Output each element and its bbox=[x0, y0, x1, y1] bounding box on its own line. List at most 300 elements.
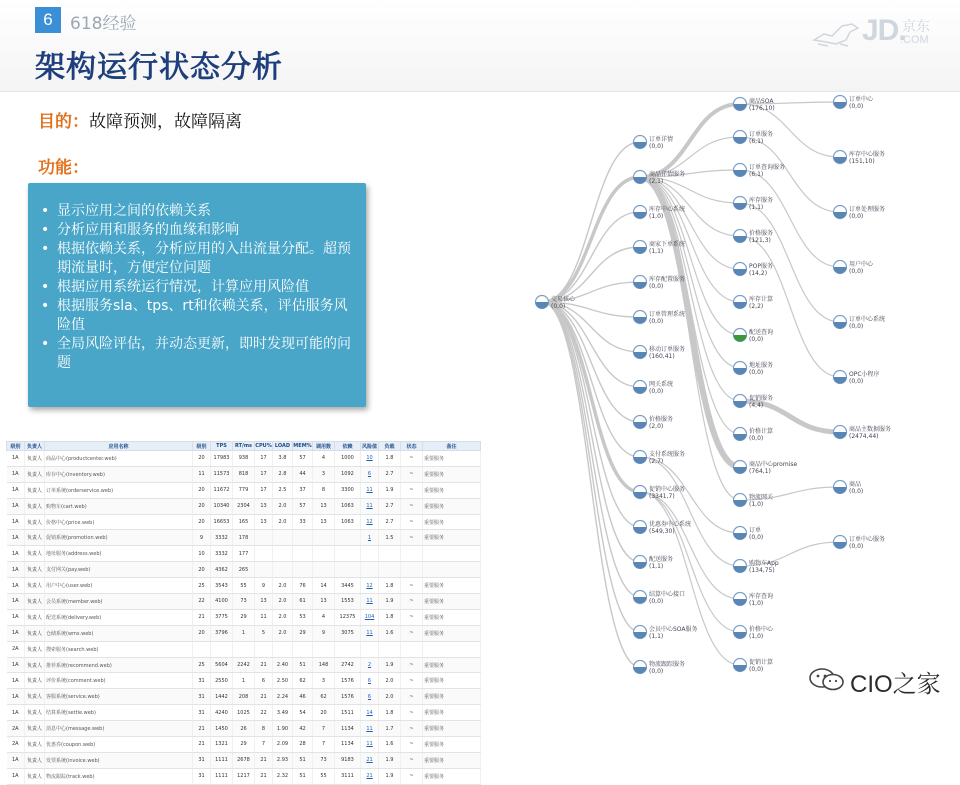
tree-node-fill bbox=[834, 542, 847, 549]
table-cell: 2.0 bbox=[379, 689, 401, 705]
table-cell: 31 bbox=[193, 673, 211, 689]
table-cell: 1A bbox=[7, 768, 25, 784]
tree-node-label: 网关系统 bbox=[649, 381, 674, 388]
table-cell: ~ bbox=[401, 482, 423, 498]
tree-node-fill bbox=[834, 377, 847, 384]
table-cell: 5604 bbox=[211, 657, 233, 673]
table-cell: 4 bbox=[313, 451, 335, 467]
tree-node-fill bbox=[734, 401, 747, 408]
tree-node-value: (0,0) bbox=[749, 369, 764, 376]
table-cell bbox=[233, 641, 255, 657]
table-cell: ~ bbox=[401, 705, 423, 721]
table-cell: 938 bbox=[233, 451, 255, 467]
tree-node-label: 结算中心接口 bbox=[649, 591, 686, 598]
tree-node-fill bbox=[634, 142, 647, 149]
table-cell: 21 bbox=[361, 768, 379, 784]
slide-header bbox=[0, 0, 960, 92]
table-cell: 商品中心(productcenter.web) bbox=[45, 451, 193, 467]
tree-link bbox=[640, 457, 740, 566]
table-cell: 负责人 bbox=[25, 641, 45, 657]
table-cell: 29 bbox=[293, 625, 313, 641]
table-cell: 支付网关(pay.web) bbox=[45, 562, 193, 578]
table-cell: 33 bbox=[293, 514, 313, 530]
tree-node-root[interactable] bbox=[536, 295, 577, 310]
table-cell: 重要服务 bbox=[423, 752, 481, 768]
table-cell: 9 bbox=[255, 578, 273, 594]
table-cell: 仓储系统(wms.web) bbox=[45, 625, 193, 641]
tree-node-value: (1,1) bbox=[649, 563, 664, 570]
table-cell bbox=[293, 562, 313, 578]
tree-node-label: 购物车App bbox=[749, 560, 779, 567]
table-cell: 负责人 bbox=[25, 482, 45, 498]
risk-table-body bbox=[7, 451, 481, 785]
table-cell: 2.0 bbox=[273, 594, 293, 610]
table-row[interactable] bbox=[7, 657, 481, 673]
tree-node-l1[interactable] bbox=[634, 275, 686, 290]
table-cell bbox=[335, 562, 361, 578]
table-cell: 1A bbox=[7, 514, 25, 530]
table-cell: 1511 bbox=[335, 705, 361, 721]
table-cell: 51 bbox=[293, 752, 313, 768]
table-cell: 3775 bbox=[211, 609, 233, 625]
tree-node-fill bbox=[634, 212, 647, 219]
tree-node-value: (6,1) bbox=[749, 171, 764, 178]
table-row[interactable] bbox=[7, 578, 481, 594]
table-cell: 促销系统(promotion.web) bbox=[45, 530, 193, 546]
table-cell: 1.6 bbox=[379, 625, 401, 641]
tree-node-l3[interactable] bbox=[834, 205, 886, 220]
tree-node-l3[interactable] bbox=[834, 150, 886, 165]
table-cell: 2.32 bbox=[273, 768, 293, 784]
table-cell: 1321 bbox=[211, 737, 233, 753]
tree-node-value: (0,0) bbox=[849, 488, 864, 495]
tree-node-fill bbox=[734, 599, 747, 606]
table-cell: 55 bbox=[313, 768, 335, 784]
table-cell: 1A bbox=[7, 546, 25, 562]
table-row[interactable] bbox=[7, 466, 481, 482]
tree-node-value: (0,0) bbox=[649, 318, 664, 325]
tree-node-value: (6,1) bbox=[749, 138, 764, 145]
table-cell: 1.8 bbox=[379, 451, 401, 467]
table-cell: 25 bbox=[193, 657, 211, 673]
table-cell: 2242 bbox=[233, 657, 255, 673]
table-cell: 11 bbox=[361, 625, 379, 641]
table-cell: 重要服务 bbox=[423, 451, 481, 467]
table-row[interactable] bbox=[7, 721, 481, 737]
table-cell: 13 bbox=[313, 514, 335, 530]
table-row[interactable] bbox=[7, 705, 481, 721]
table-cell bbox=[401, 546, 423, 562]
tree-node-l2[interactable] bbox=[734, 526, 764, 541]
table-cell: 17983 bbox=[211, 451, 233, 467]
table-row[interactable] bbox=[7, 737, 481, 753]
table-cell: 1A bbox=[7, 673, 25, 689]
table-cell bbox=[423, 562, 481, 578]
function-list bbox=[38, 202, 352, 373]
table-row[interactable] bbox=[7, 530, 481, 546]
tree-node-value: (160,41) bbox=[649, 353, 675, 360]
table-cell: 21 bbox=[255, 752, 273, 768]
table-cell: 10340 bbox=[211, 498, 233, 514]
table-cell: 104 bbox=[361, 609, 379, 625]
table-cell bbox=[293, 546, 313, 562]
table-cell: 11 bbox=[193, 466, 211, 482]
table-cell: ~ bbox=[401, 530, 423, 546]
table-cell: 推荐系统(recommend.web) bbox=[45, 657, 193, 673]
table-cell: 1576 bbox=[335, 689, 361, 705]
table-cell: 1 bbox=[233, 625, 255, 641]
table-cell: 负责人 bbox=[25, 673, 45, 689]
tree-node-label: 订单详情 bbox=[649, 136, 674, 143]
tree-node-fill bbox=[634, 492, 647, 499]
risk-table-header-cell: 负责人 bbox=[25, 442, 45, 451]
tree-node-label: 价格中心 bbox=[749, 626, 774, 633]
table-cell: 148 bbox=[313, 657, 335, 673]
table-cell bbox=[293, 641, 313, 657]
table-cell: 8 bbox=[255, 721, 273, 737]
table-cell: 负责人 bbox=[25, 721, 45, 737]
risk-table-header-cell: 应用名称 bbox=[45, 442, 193, 451]
tree-node-fill bbox=[834, 212, 847, 219]
tree-node-label: OPC小程序 bbox=[849, 371, 880, 378]
table-cell: 重要服务 bbox=[423, 482, 481, 498]
table-row[interactable] bbox=[7, 609, 481, 625]
tree-node-l3[interactable] bbox=[834, 370, 880, 385]
tree-node-l3[interactable] bbox=[834, 480, 864, 495]
tree-node-l1[interactable] bbox=[634, 520, 692, 535]
table-cell: 62 bbox=[293, 673, 313, 689]
table-cell: 负责人 bbox=[25, 594, 45, 610]
table-cell: 2.40 bbox=[273, 657, 293, 673]
table-cell bbox=[361, 562, 379, 578]
table-row[interactable] bbox=[7, 768, 481, 784]
table-cell bbox=[313, 641, 335, 657]
table-cell: 2.7 bbox=[379, 466, 401, 482]
tree-node-l1[interactable] bbox=[634, 625, 698, 640]
table-cell: 重要服务 bbox=[423, 768, 481, 784]
table-cell: 1000 bbox=[335, 451, 361, 467]
jd-dog-icon bbox=[812, 20, 860, 48]
table-cell: 2678 bbox=[233, 752, 255, 768]
table-cell: 负责人 bbox=[25, 689, 45, 705]
tree-node-fill bbox=[634, 527, 647, 534]
tree-node-fill bbox=[734, 566, 747, 573]
table-cell: 负责人 bbox=[25, 514, 45, 530]
tree-node-value: (2474,44) bbox=[849, 433, 879, 440]
table-cell: 6 bbox=[361, 673, 379, 689]
table-cell: 3332 bbox=[211, 546, 233, 562]
table-cell: 10 bbox=[193, 546, 211, 562]
table-cell: 14 bbox=[313, 578, 335, 594]
tree-node-l3[interactable] bbox=[834, 535, 886, 550]
tree-node-label: 促销中心服务 bbox=[649, 486, 686, 493]
table-cell: 1A bbox=[7, 530, 25, 546]
risk-table-header-cell: 级别 bbox=[7, 442, 25, 451]
tree-node-value: (0,0) bbox=[749, 435, 764, 442]
table-cell: 1A bbox=[7, 498, 25, 514]
tree-node-value: (2,2) bbox=[749, 303, 764, 310]
table-cell: 1A bbox=[7, 562, 25, 578]
table-cell: 负责人 bbox=[25, 737, 45, 753]
table-cell bbox=[379, 546, 401, 562]
risk-table-header-cell: 风险值 bbox=[361, 443, 377, 450]
tree-node-label: 物流网关 bbox=[749, 494, 774, 501]
table-row[interactable] bbox=[7, 641, 481, 657]
table-cell: 1.5 bbox=[379, 530, 401, 546]
tree-node-label: 移动订单服务 bbox=[649, 346, 686, 353]
tree-node-label: 商家下单系统 bbox=[649, 241, 686, 248]
tree-node-l2[interactable] bbox=[734, 592, 774, 607]
tree-node-value: (0,0) bbox=[849, 323, 864, 330]
table-cell: 2.0 bbox=[273, 625, 293, 641]
tree-node-value: (134,75) bbox=[749, 567, 775, 574]
tree-node-label: 商品中心promise bbox=[749, 461, 798, 468]
tree-node-l1[interactable] bbox=[634, 555, 674, 570]
table-row[interactable] bbox=[7, 689, 481, 705]
table-cell: ~ bbox=[401, 625, 423, 641]
table-cell: 3543 bbox=[211, 578, 233, 594]
tree-node-label: POP服务 bbox=[749, 263, 773, 270]
table-cell bbox=[379, 562, 401, 578]
tree-node-l2[interactable] bbox=[734, 262, 773, 277]
tree-node-fill bbox=[734, 236, 747, 243]
tree-node-label: 商品主数据服务 bbox=[849, 426, 892, 433]
tree-link bbox=[542, 302, 640, 562]
table-row[interactable] bbox=[7, 498, 481, 514]
table-cell: 1134 bbox=[335, 737, 361, 753]
tree-node-value: (0,0) bbox=[849, 213, 864, 220]
tree-node-label: 订单 bbox=[749, 527, 762, 534]
table-cell: 12 bbox=[361, 578, 379, 594]
table-cell: 1A bbox=[7, 657, 25, 673]
tree-node-l1[interactable] bbox=[634, 380, 674, 395]
table-cell: 1A bbox=[7, 609, 25, 625]
tree-node-l1[interactable] bbox=[634, 170, 686, 185]
table-row[interactable] bbox=[7, 546, 481, 562]
tree-node-l2[interactable] bbox=[734, 427, 774, 442]
table-cell: 51 bbox=[293, 768, 313, 784]
table-cell: 46 bbox=[293, 689, 313, 705]
table-cell: 11 bbox=[255, 609, 273, 625]
tree-node-l2[interactable] bbox=[734, 625, 775, 640]
tree-node-l3[interactable] bbox=[834, 260, 875, 275]
table-cell: ~ bbox=[401, 578, 423, 594]
tree-node-value: (2,7) bbox=[649, 458, 664, 465]
tree-node-l2[interactable] bbox=[734, 460, 798, 475]
table-cell: ~ bbox=[401, 657, 423, 673]
function-list-box bbox=[28, 183, 366, 407]
tree-node-fill bbox=[734, 368, 747, 375]
table-cell: 22 bbox=[255, 705, 273, 721]
tree-node-l2[interactable] bbox=[734, 196, 774, 211]
tree-node-value: (0,0) bbox=[849, 103, 864, 110]
table-cell: 1134 bbox=[335, 721, 361, 737]
tree-node-label: 促销计算 bbox=[749, 659, 774, 666]
table-cell: 负责人 bbox=[25, 530, 45, 546]
risk-table-header-cell: TPS bbox=[211, 442, 233, 451]
dependency-tree[interactable] bbox=[520, 92, 960, 720]
tree-node-l2[interactable] bbox=[734, 130, 774, 145]
tree-node-value: (0,0) bbox=[849, 543, 864, 550]
tree-node-l1[interactable] bbox=[634, 590, 686, 605]
tree-node-fill bbox=[734, 434, 747, 441]
table-cell: 76 bbox=[293, 578, 313, 594]
risk-table-header-cell: 依赖 bbox=[335, 442, 361, 451]
table-cell: 26 bbox=[233, 721, 255, 737]
table-cell: 负责人 bbox=[25, 578, 45, 594]
table-cell bbox=[273, 562, 293, 578]
table-cell: 价格中心(price.web) bbox=[45, 514, 193, 530]
risk-table bbox=[6, 441, 481, 785]
table-cell: 1A bbox=[7, 705, 25, 721]
table-cell: 地址服务(address.web) bbox=[45, 546, 193, 562]
tree-node-fill bbox=[734, 104, 747, 111]
table-cell: 2.7 bbox=[379, 498, 401, 514]
table-cell: 3445 bbox=[335, 578, 361, 594]
tree-node-l2[interactable] bbox=[734, 163, 786, 178]
tree-node-fill bbox=[734, 632, 747, 639]
tree-node-value: (0,0) bbox=[649, 668, 664, 675]
tree-node-l1[interactable] bbox=[634, 310, 686, 325]
table-cell: 1.6 bbox=[379, 737, 401, 753]
table-row[interactable] bbox=[7, 482, 481, 498]
table-row[interactable] bbox=[7, 562, 481, 578]
tree-node-label: 物流跟踪服务 bbox=[649, 661, 686, 668]
tree-node-label: 促销服务 bbox=[749, 395, 774, 402]
table-cell: 16653 bbox=[211, 514, 233, 530]
tree-node-label: 库存计算 bbox=[749, 296, 774, 303]
tree-node-label: 商品SOA bbox=[749, 98, 774, 105]
table-row[interactable] bbox=[7, 514, 481, 530]
table-cell: 12 bbox=[361, 514, 379, 530]
tree-node-l2[interactable] bbox=[734, 295, 774, 310]
function-item: • 全局风险评估，并动态更新，即时发现可能的问题 bbox=[38, 335, 352, 373]
tree-link bbox=[740, 170, 840, 267]
table-cell: 165 bbox=[233, 514, 255, 530]
tree-node-fill bbox=[634, 632, 647, 639]
table-cell: 21 bbox=[255, 689, 273, 705]
tree-node-value: (1,0) bbox=[649, 213, 664, 220]
table-cell: 11 bbox=[361, 594, 379, 610]
table-cell: 2.0 bbox=[273, 578, 293, 594]
table-cell: 1.8 bbox=[379, 705, 401, 721]
table-cell: 21 bbox=[361, 752, 379, 768]
tree-node-l1[interactable] bbox=[634, 415, 674, 430]
tree-node-l2[interactable] bbox=[734, 658, 774, 673]
tree-node-fill bbox=[734, 335, 747, 342]
tree-node-l3[interactable] bbox=[834, 95, 875, 110]
table-cell: 重要服务 bbox=[423, 514, 481, 530]
table-cell: 1.8 bbox=[379, 609, 401, 625]
tree-node-fill bbox=[734, 203, 747, 210]
table-cell: 4362 bbox=[211, 562, 233, 578]
table-cell: 2.8 bbox=[273, 466, 293, 482]
table-cell: 1A bbox=[7, 625, 25, 641]
table-row[interactable] bbox=[7, 451, 481, 467]
table-cell: 1A bbox=[7, 752, 25, 768]
tree-node-l1[interactable] bbox=[634, 485, 686, 500]
tree-node-value: (0,0) bbox=[649, 283, 664, 290]
tree-node-value: (2,1) bbox=[649, 178, 664, 185]
table-cell: 17 bbox=[255, 466, 273, 482]
table-cell: 会员系统(member.web) bbox=[45, 594, 193, 610]
tree-node-l2[interactable] bbox=[734, 328, 774, 343]
tree-node-l3[interactable] bbox=[834, 425, 892, 440]
tree-node-l1[interactable] bbox=[634, 660, 686, 675]
tree-node-label: 价格计算 bbox=[749, 428, 774, 435]
table-cell: 29 bbox=[233, 609, 255, 625]
tree-node-label: 商品 bbox=[849, 481, 862, 488]
table-cell: 61 bbox=[293, 594, 313, 610]
table-cell: 55 bbox=[233, 578, 255, 594]
table-cell: 6 bbox=[361, 689, 379, 705]
table-cell: 21 bbox=[193, 721, 211, 737]
table-cell: 13 bbox=[313, 498, 335, 514]
tree-node-value: (1,1) bbox=[749, 204, 764, 211]
table-cell: ~ bbox=[401, 689, 423, 705]
purpose-line bbox=[38, 107, 242, 132]
tree-node-l2[interactable] bbox=[734, 97, 775, 112]
table-cell: 21 bbox=[193, 737, 211, 753]
tree-node-l1[interactable] bbox=[634, 135, 674, 150]
table-cell: 2550 bbox=[211, 673, 233, 689]
tree-node-label: 价格服务 bbox=[649, 416, 674, 423]
tree-node-l2[interactable] bbox=[734, 361, 774, 376]
table-row[interactable] bbox=[7, 752, 481, 768]
table-cell: ~ bbox=[401, 466, 423, 482]
tree-node-label: 订单处理服务 bbox=[849, 206, 886, 213]
tree-node-label: 订单服务 bbox=[749, 131, 774, 138]
tree-node-l1[interactable] bbox=[634, 345, 686, 360]
tree-node-value: (151,10) bbox=[849, 158, 875, 165]
table-cell: 2.09 bbox=[273, 737, 293, 753]
table-cell: 20 bbox=[193, 562, 211, 578]
tree-node-fill bbox=[834, 432, 847, 439]
risk-table-header-cell: 调用数 bbox=[313, 442, 335, 451]
table-row[interactable] bbox=[7, 594, 481, 610]
table-cell: 1.90 bbox=[273, 721, 293, 737]
tree-node-l2[interactable] bbox=[734, 493, 774, 508]
table-cell: 1025 bbox=[233, 705, 255, 721]
tree-node-label: 地址服务 bbox=[749, 362, 774, 369]
table-cell: 20 bbox=[193, 498, 211, 514]
logo-jd-text: JD. bbox=[862, 14, 906, 47]
tree-node-fill bbox=[734, 137, 747, 144]
tree-node-label: 用户中心 bbox=[849, 261, 874, 268]
tree-node-fill bbox=[634, 387, 647, 394]
table-cell: 2.0 bbox=[273, 498, 293, 514]
table-cell: 14 bbox=[361, 705, 379, 721]
tree-node-l2[interactable] bbox=[734, 229, 774, 244]
table-row[interactable] bbox=[7, 625, 481, 641]
tree-node-l1[interactable] bbox=[634, 450, 686, 465]
tree-node-fill bbox=[734, 269, 747, 276]
tree-node-fill bbox=[734, 500, 747, 507]
table-cell: 3.8 bbox=[273, 451, 293, 467]
table-cell: 818 bbox=[233, 466, 255, 482]
table-cell: 3796 bbox=[211, 625, 233, 641]
table-cell: 5 bbox=[255, 625, 273, 641]
table-cell: 用户中心(user.web) bbox=[45, 578, 193, 594]
tree-node-l2[interactable] bbox=[734, 559, 779, 574]
tree-node-value: (1,1) bbox=[649, 248, 664, 255]
table-row[interactable] bbox=[7, 673, 481, 689]
tree-node-fill bbox=[634, 177, 647, 184]
tree-node-l3[interactable] bbox=[834, 315, 886, 330]
table-cell: 1111 bbox=[211, 768, 233, 784]
tree-node-label: 库存查询 bbox=[749, 593, 774, 600]
table-cell: 1.9 bbox=[379, 482, 401, 498]
